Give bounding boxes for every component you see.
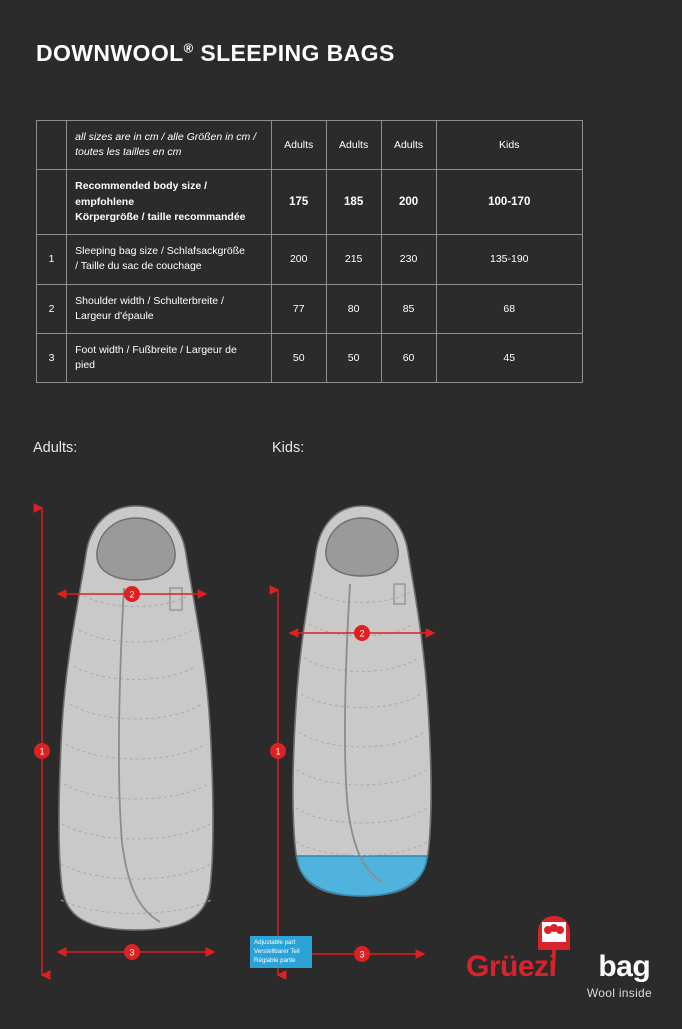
row-num [37, 170, 67, 235]
logo-wordmark [466, 950, 650, 984]
row-desc-line1: Recommended body size / empfohlene [75, 180, 208, 208]
adult-marker-1-label: 1 [39, 746, 45, 757]
logo-tagline: Wool inside [586, 986, 652, 1000]
header-col-adults-3: Adults [381, 121, 436, 170]
page-title [36, 40, 395, 67]
row-value-adults-3: 230 [381, 235, 436, 284]
table-row [37, 284, 583, 333]
kids-section-label: Kids: [272, 440, 305, 456]
row-value-kids: 135-190 [436, 235, 582, 284]
row-desc-line1: Shoulder width / Schulterbreite / [75, 294, 224, 307]
logo-brand-gruezi: Grüezi [466, 950, 557, 983]
row-desc [67, 333, 272, 382]
header-col-adults-2: Adults [326, 121, 381, 170]
adjustable-note-line2: Verstellbarer Teil [254, 947, 300, 955]
adult-marker-3-label: 3 [129, 947, 135, 958]
row-desc [67, 235, 272, 284]
row-num: 3 [37, 333, 67, 382]
page-title-main: DOWNWOOL [36, 40, 184, 66]
row-value-kids: 68 [436, 284, 582, 333]
row-value-adults-1: 200 [271, 235, 326, 284]
adjustable-note-line1: Adjustable part [254, 939, 296, 946]
adjustable-part-note [250, 936, 312, 968]
row-value-adults-2: 50 [326, 333, 381, 382]
row-desc-line2: / Taille du sac de couchage [75, 260, 202, 273]
adults-section-label: Adults: [33, 440, 78, 456]
adjustable-note-line3: Réglable partie [254, 956, 296, 964]
header-col-adults-1: Adults [271, 121, 326, 170]
row-desc [67, 284, 272, 333]
header-num-cell [37, 121, 67, 170]
row-value-adults-3: 200 [381, 170, 436, 235]
row-desc-line1: Foot width / Fußbreite / Largeur de [75, 343, 237, 356]
header-desc-line1: all sizes are in cm / alle Größen in cm / [75, 131, 257, 143]
adult-marker-2-label: 2 [129, 589, 135, 600]
logo-brand-bag: bag [598, 950, 651, 983]
row-desc [67, 170, 272, 235]
row-value-adults-1: 175 [271, 170, 326, 235]
table-row [37, 235, 583, 284]
table-row [37, 170, 583, 235]
header-col-kids: Kids [436, 121, 582, 170]
row-value-adults-2: 80 [326, 284, 381, 333]
row-desc-line2: Largeur d'épaule [75, 309, 154, 322]
registered-mark: ® [183, 40, 194, 56]
row-value-adults-1: 77 [271, 284, 326, 333]
row-value-adults-2: 215 [326, 235, 381, 284]
kids-marker-2-label: 2 [359, 628, 365, 639]
row-value-adults-1: 50 [271, 333, 326, 382]
size-table [36, 120, 583, 383]
row-value-adults-3: 60 [381, 333, 436, 382]
row-desc-line2: Körpergröße / taille recommandée [75, 210, 246, 223]
row-num: 1 [37, 235, 67, 284]
kids-sleeping-bag-illustration [270, 506, 434, 975]
page-title-rest: SLEEPING BAGS [193, 40, 395, 66]
header-desc-cell [67, 121, 272, 170]
kids-bag-adjustable-section [297, 856, 427, 896]
kids-marker-1-label: 1 [275, 746, 281, 757]
row-desc-line2: pied [75, 359, 95, 372]
row-value-adults-2: 185 [326, 170, 381, 235]
row-desc-line1: Sleeping bag size / Schlafsackgröße [75, 245, 245, 258]
kids-marker-3-label: 3 [359, 949, 365, 960]
adult-sleeping-bag-illustration [34, 506, 214, 975]
brand-logo [466, 910, 656, 1002]
table-row [37, 333, 583, 382]
header-desc-line2: toutes les tailles en cm [75, 146, 182, 159]
row-value-kids: 100-170 [436, 170, 582, 235]
row-value-kids: 45 [436, 333, 582, 382]
row-value-adults-3: 85 [381, 284, 436, 333]
row-num: 2 [37, 284, 67, 333]
table-header-row [37, 121, 583, 170]
